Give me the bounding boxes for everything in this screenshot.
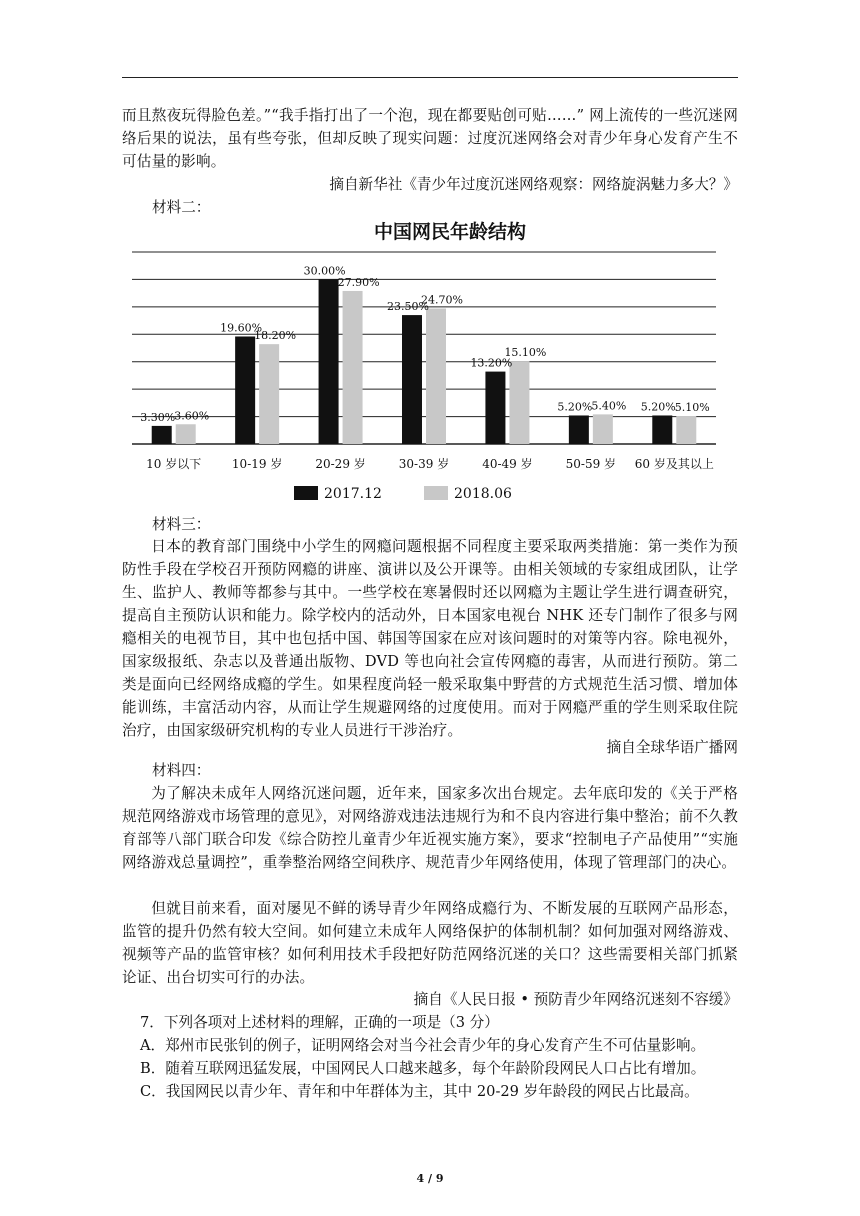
chart-title: 中国网民年龄结构 [373,221,527,243]
category-label: 30-39 岁 [398,457,450,471]
data-label: 3.30% [140,410,176,424]
data-label: 23.50% [387,300,429,314]
data-label: 3.60% [174,409,210,423]
source-xinhua: 摘自新华社《青少年过度沉迷网络观察：网络旋涡魅力多大？》 [329,176,738,193]
category-label: 60 岁及其以上 [634,457,714,471]
bar-2018.06-60 岁及其以上 [676,416,696,444]
bar-2017.12-20-29 岁 [319,279,339,444]
data-label: 5.20% [557,400,593,414]
bar-2017.12-60 岁及其以上 [652,415,672,444]
category-label: 40-49 岁 [482,457,533,471]
data-label: 24.70% [421,293,463,307]
material-2-label: 材料二： [152,199,211,216]
legend-swatch [294,486,318,500]
data-label: 13.20% [470,356,513,370]
bar-2018.06-50-59 岁 [593,414,613,444]
data-label: 30.00% [303,264,346,278]
bar-2017.12-10-19 岁 [235,336,255,444]
option-a: A．郑州市民张钊的例子，证明网络会对当今社会青少年的身心发育产生不可估量影响。 [140,1037,706,1054]
header-rule [122,77,738,78]
source-peoples-daily: 摘自《人民日报 • 预防青少年网络沉迷刻不容缓》 [413,991,738,1008]
category-label: 20-29 岁 [315,457,366,471]
bar-2018.06-10-19 岁 [259,344,279,444]
material-4-paragraph-2: 但就目前来看，面对屡见不鲜的诱导青少年网络成瘾行为、不断发展的互联网产品形态，监管的提升仍然有较大空间。如何建立未成年人网络保护的体制机制？如何加强对网络游戏、视频等产品的监管审核？如何利用技术手段把好防范网络沉迷的关口？这些需要相关部门抓紧论证、出台切实可行的办法。 [122,900,738,986]
data-label: 5.20% [640,400,676,414]
category-label: 50-59 岁 [565,457,617,471]
material-3-paragraph: 日本的教育部门围绕中小学生的网瘾问题根据不同程度主要采取两类措施：第一类作为预防性手段在学校召开预防网瘾的讲座、演讲以及公开课等。由相关领域的专家组成团队，让学生、监护人、教师等都参与其中。一些学校在寒暑假时还以网瘾为主题让学生进行调查研究，提高自主预防认识和能力。除学校内的活动外，日本国家电视台 NHK 还专门制作了很多与网瘾相关的电视节目，其中也包括中国、韩国等国家在应对该问题时的对策等内容。除电视外，国家级报纸、杂志以及普通出版物、DVD 等也向社会宣传网瘾的毒害，从而进行预防。第二类是面向已经网络成瘾的学生。如果程度尚轻一般采取集中野营的方式规范生活习惯、增加体能训练，丰富活动内容，从而让学生规避网络的过度使用。而对于网瘾严重的学生则采取住院治疗，由国家级研究机构的专业人员进行干涉治疗。 [122,538,738,739]
age-structure-chart [120,212,740,512]
bar-2017.12-30-39 岁 [402,315,422,444]
legend-label: 2018.06 [454,486,512,502]
data-label: 27.90% [337,275,380,289]
bar-2018.06-30-39 岁 [426,309,446,444]
data-label: 19.60% [220,321,263,335]
question-7: 7．下列各项对上述材料的理解，正确的一项是（3 分） [140,1014,499,1031]
bar-2017.12-10 岁以下 [152,426,172,444]
page-number: 4 / 9 [416,1172,444,1185]
material-4-paragraph-1: 为了解决未成年人网络沉迷问题，近年来，国家多次出台规定。去年底印发的《关于严格规范网络游戏市场管理的意见》，对网络游戏违法违规行为和不良内容进行集中整治；前不久教育部等八部门联合印发《综合防控儿童青少年近视实施方案》，要求“控制电子产品使用”“实施网络游戏总量调控”，重拳整治网络空间秩序、规范青少年网络使用，体现了管理部门的决心。 [122,785,738,871]
option-c: C．我国网民以青少年、青年和中年群体为主，其中 20-29 岁年龄段的网民占比最高。 [140,1083,699,1100]
material-3-label: 材料三： [152,516,211,533]
intro-paragraph: 而且熬夜玩得脸色差。”“我手指打出了一个泡，现在都要贴创可贴……” 网上流传的一些沉迷网络后果的说法，虽有些夸张，但却反映了现实问题：过度沉迷网络会对青少年身心发育产生不可估量的影响。 [122,107,738,170]
data-label: 15.10% [504,346,547,360]
category-label: 10-19 岁 [231,457,283,471]
legend-swatch [424,486,448,500]
material-4-label: 材料四： [152,762,211,779]
option-b: B．随着互联网迅猛发展，中国网民人口越来越多，每个年龄阶段网民人口占比有增加。 [140,1060,706,1077]
data-label: 18.20% [254,329,297,343]
data-label: 5.10% [674,401,710,415]
bar-2018.06-10 岁以下 [176,424,196,444]
chart-svg [120,212,740,512]
category-label: 10 岁以下 [146,457,202,471]
data-label: 5.40% [591,399,627,413]
bar-2017.12-50-59 岁 [569,415,589,444]
legend-label: 2017.12 [324,486,382,502]
source-cri: 摘自全球华语广播网 [606,739,738,756]
bar-2017.12-40-49 岁 [485,372,505,444]
bar-2018.06-40-49 岁 [509,361,529,444]
bar-2018.06-20-29 岁 [343,291,363,444]
